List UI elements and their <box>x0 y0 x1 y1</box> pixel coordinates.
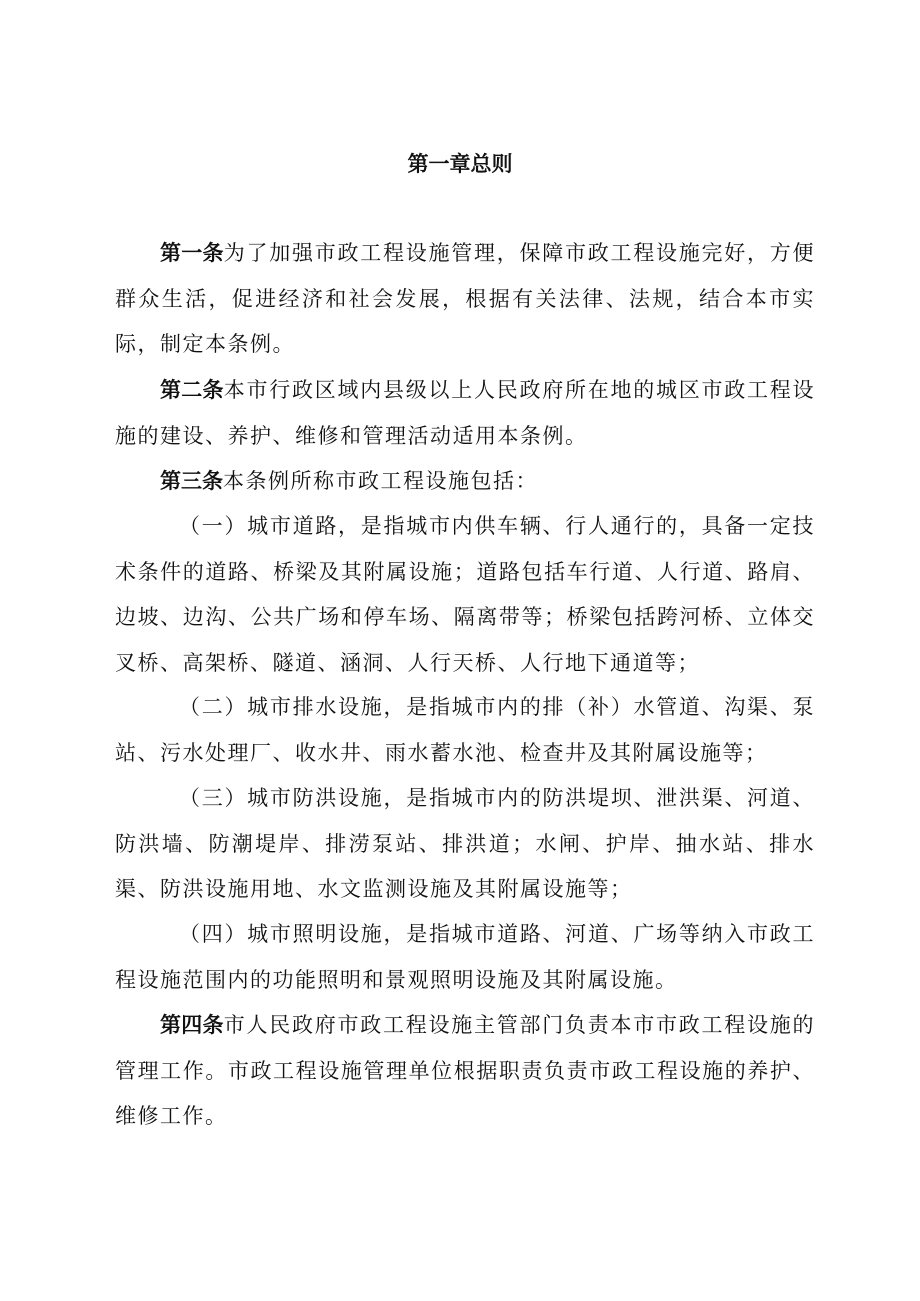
chapter-title: 第一章总则 <box>407 152 513 176</box>
article-3-item-3: （三）城市防洪设施，是指城市内的防洪堤坝、泄洪渠、河道、防洪墙、防潮堤岸、排涝泵站、排洪道；水闸、护岸、抽水站、排水渠、防洪设施用地、水文监测设施及其附属设施等； <box>115 786 815 901</box>
article-3 <box>115 459 815 505</box>
article-2-text: 本市行政区域内县级以上人民政府所在地的城区市政工程设施的建设、养护、维修和管理活动适用本条例。 <box>115 378 815 448</box>
article-2-label: 第二条 <box>160 378 224 402</box>
article-3-item-2: （二）城市排水设施，是指城市内的排（补）水管道、沟渠、泵站、污水处理厂、收水井、雨水蓄水池、检查井及其附属设施等； <box>115 695 815 765</box>
article-1 <box>115 231 815 368</box>
article-1-label: 第一条 <box>160 241 224 265</box>
article-1-text: 为了加强市政工程设施管理，保障市政工程设施完好，方便群众生活，促进经济和社会发展，根据有关法律、法规，结合本市实际，制定本条例。 <box>115 241 815 356</box>
article-4 <box>115 1003 815 1140</box>
article-3-item-1: （一）城市道路，是指城市内供车辆、行人通行的，具备一定技术条件的道路、桥梁及其附属设施；道路包括车行道、人行道、路肩、边坡、边沟、公共广场和停车场、隔离带等；桥梁包括跨河桥、立体交叉桥、高架桥、隧道、涵洞、人行天桥、人行地下通道等； <box>115 514 815 675</box>
article-2 <box>115 368 815 459</box>
article-4-label: 第四条 <box>160 1013 224 1037</box>
article-3-item-4: （四）城市照明设施，是指城市道路、河道、广场等纳入市政工程设施范围内的功能照明和景观照明设施及其附属设施。 <box>115 922 815 992</box>
article-3-text: 本条例所称市政工程设施包括： <box>223 469 538 493</box>
article-3-label: 第三条 <box>160 469 223 493</box>
article-4-text: 市人民政府市政工程设施主管部门负责本市市政工程设施的管理工作。市政工程设施管理单位根据职责负责市政工程设施的养护、维修工作。 <box>115 1013 815 1128</box>
